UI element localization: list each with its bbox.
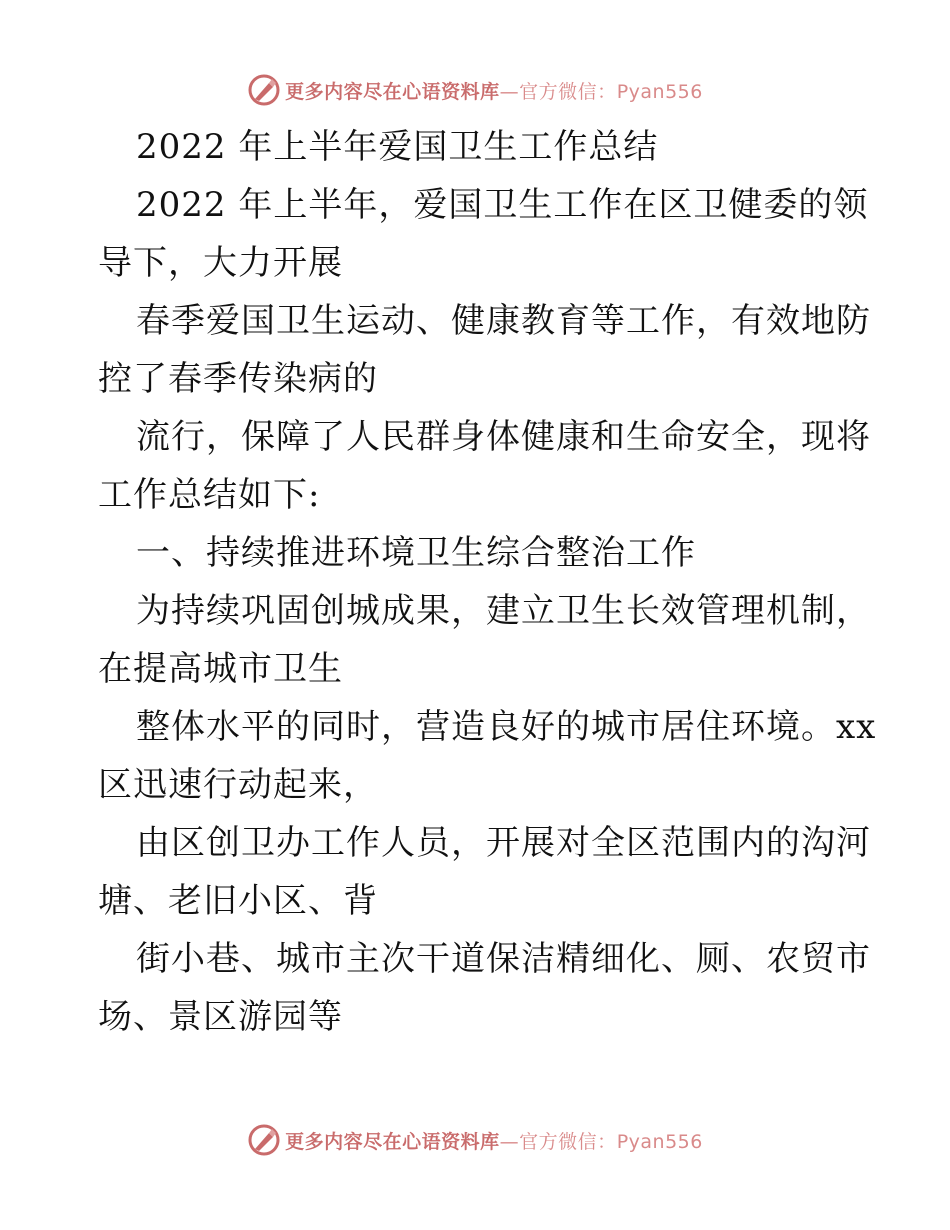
watermark-dash: —: [499, 1130, 520, 1153]
text-line: 导下，大力开展: [98, 243, 343, 283]
text-line: 控了春季传染病的: [98, 359, 378, 399]
watermark-text: [285, 1127, 703, 1154]
watermark-brand: 更多内容尽在心语资料库: [285, 80, 500, 103]
text-line: 整体水平的同时，营造良好的城市居住环境。xx: [136, 707, 877, 747]
document-body: [98, 118, 877, 1046]
pen-logo-icon: [247, 73, 281, 107]
text-line: 春季爱国卫生运动、健康教育等工作，有效地防: [136, 301, 871, 341]
text-line: 由区创卫办工作人员，开展对全区范围内的沟河: [136, 823, 871, 863]
text-line: 为持续巩固创城成果，建立卫生长效管理机制，: [136, 591, 871, 631]
footer-watermark: [0, 1120, 950, 1160]
text-line: 工作总结如下:: [98, 475, 321, 515]
watermark-brand: 更多内容尽在心语资料库: [285, 1130, 500, 1153]
text-line: 塘、老旧小区、背: [98, 881, 378, 921]
text-line: 街小巷、城市主次干道保洁精细化、厕、农贸市: [136, 939, 871, 979]
watermark-dash: —: [499, 80, 520, 103]
watermark-wechat-id: Pyan556: [616, 1130, 703, 1153]
text-line: 在提高城市卫生: [98, 649, 343, 689]
text-line: 流行，保障了人民群身体健康和生命安全，现将: [136, 417, 871, 457]
document-title: 2022 年上半年爱国卫生工作总结: [136, 127, 659, 167]
header-watermark: [0, 70, 950, 110]
watermark-text: [285, 77, 703, 104]
watermark-wechat-id: Pyan556: [616, 80, 703, 103]
text-line: 场、景区游园等: [98, 997, 343, 1037]
watermark-wechat-label: 官方微信：: [519, 80, 617, 103]
pen-logo-icon: [247, 1123, 281, 1157]
text-line: 2022 年上半年，爱国卫生工作在区卫健委的领: [136, 185, 869, 225]
text-line: 一、持续推进环境卫生综合整治工作: [136, 533, 696, 573]
watermark-wechat-label: 官方微信：: [519, 1130, 617, 1153]
text-line: 区迅速行动起来，: [98, 765, 378, 805]
